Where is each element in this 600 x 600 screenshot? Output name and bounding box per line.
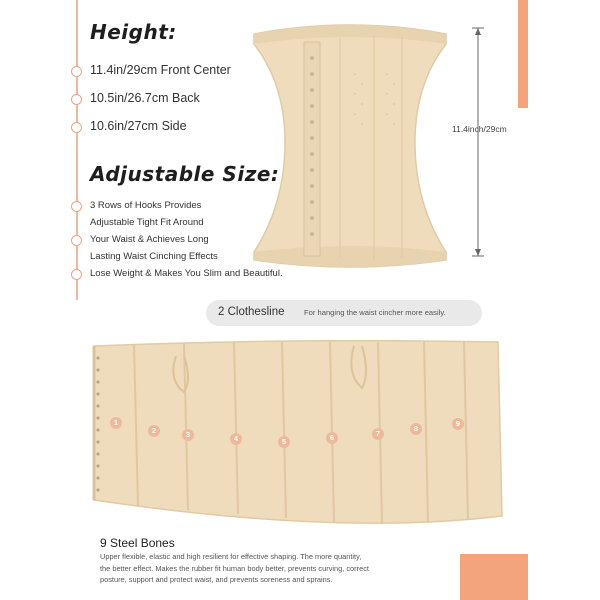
bullet-dot-icon [71,201,82,212]
clothesline-title: 2 Clothesline [218,306,285,318]
bullet-dot-icon [71,94,82,105]
timeline-line [76,0,78,300]
accent-bar-top [518,0,528,108]
height-spec-side: 10.6in/27cm Side [90,119,187,133]
bullet-dot-icon [71,66,82,77]
height-heading: Height: [90,20,177,44]
clothesline-callout [206,300,482,326]
adjustable-line-5: Lose Weight & Makes You Slim and Beautiful. [90,268,283,279]
height-measure-label: 11.4inch/29cm [452,124,507,134]
adjustable-line-3: Your Waist & Achieves Long [90,234,209,245]
steel-bones-desc-line-2: the better effect. Makes the rubber fit human body better, prevents curving, correct [100,563,369,573]
adjustable-line-4: Lasting Waist Cinching Effects [90,251,218,262]
adjustable-line-2: Adjustable Tight Fit Around [90,217,204,228]
adjustable-heading: Adjustable Size: [90,162,280,186]
waist-cincher-flat-image [88,340,508,540]
steel-bones-description [100,551,440,586]
accent-block-bottom [460,554,528,600]
bone-number-5: 5 [278,436,290,448]
bullet-dot-icon [71,235,82,246]
bone-number-1: 1 [110,417,122,429]
height-spec-front: 11.4in/29cm Front Center [90,63,231,77]
adjustable-line-1: 3 Rows of Hooks Provides [90,200,202,211]
bullet-dot-icon [71,269,82,280]
bone-number-8: 8 [410,423,422,435]
steel-bones-title: 9 Steel Bones [100,536,175,550]
bone-number-6: 6 [326,432,338,444]
height-spec-back: 10.5in/26.7cm Back [90,91,200,105]
clothesline-note: For hanging the waist cincher more easily. [304,308,446,317]
bone-number-3: 3 [182,429,194,441]
bone-number-4: 4 [230,433,242,445]
steel-bones-desc-line-3: posture, support and protect waist, and prevents soreness and sprains. [100,575,333,584]
ruler-icon [440,20,500,260]
steel-bones-desc-line-1: Upper flexible, elastic and high resilient for effective shaping. The more quantity, [100,552,362,561]
waist-cincher-front-image [240,14,460,270]
bone-number-2: 2 [148,425,160,437]
bullet-dot-icon [71,122,82,133]
bone-number-7: 7 [372,428,384,440]
bone-number-9: 9 [452,418,464,430]
